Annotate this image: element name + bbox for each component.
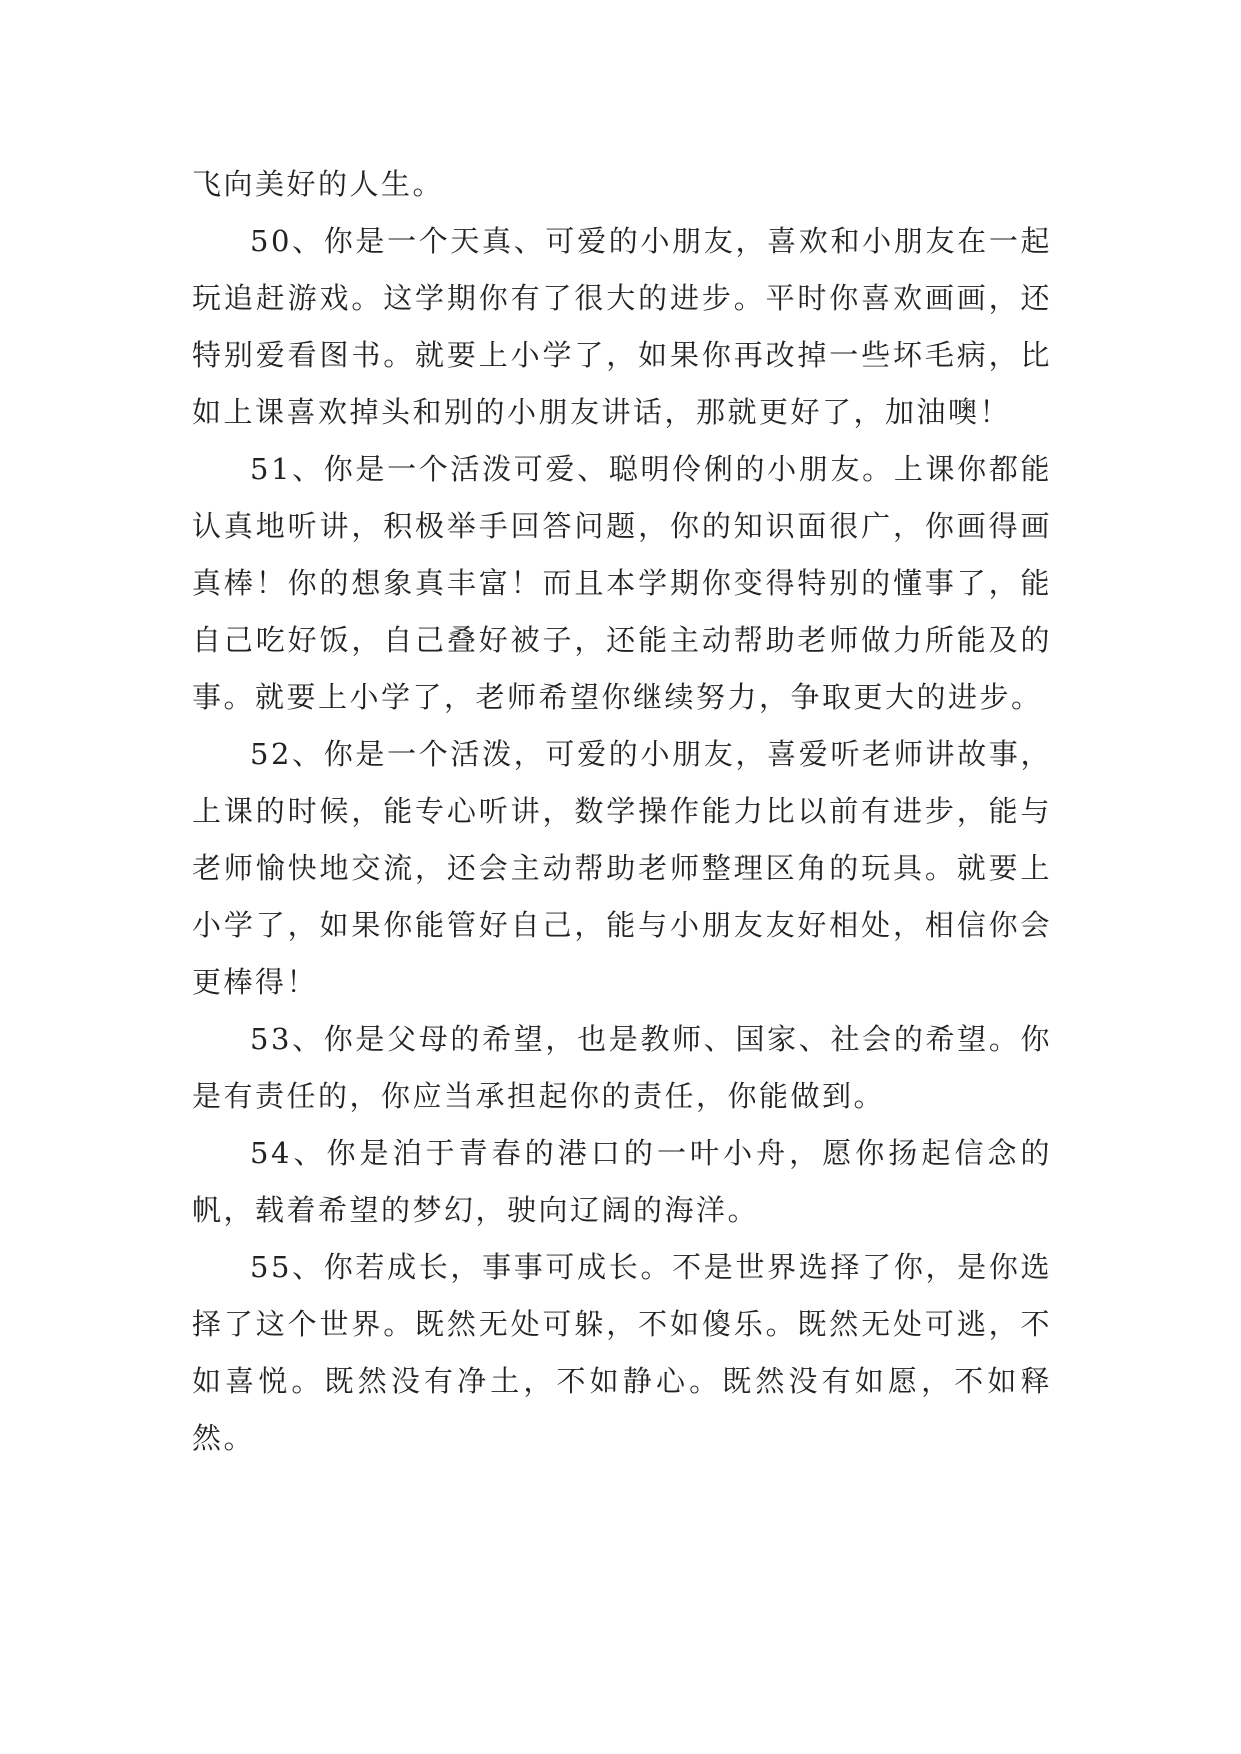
paragraph-53: 53、你是父母的希望，也是教师、国家、社会的希望。你是有责任的，你应当承担起你的责任，你能做到。 — [192, 1022, 1052, 1113]
paragraph-51: 51、你是一个活泼可爱、聪明伶俐的小朋友。上课你都能认真地听讲，积极举手回答问题，你的知识面很广，你画得画真棒！你的想象真丰富！而且本学期你变得特别的懂事了，能自己吃好饭，自己叠好被子，还能主动帮助老师做力所能及的事。就要上小学了，老师希望你继续努力，争取更大的进步。 — [192, 452, 1052, 714]
paragraph-55: 55、你若成长，事事可成长。不是世界选择了你，是你选择了这个世界。既然无处可躲，不如傻乐。既然无处可逃，不如喜悦。既然没有净土，不如静心。既然没有如愿，不如释然。 — [192, 1250, 1052, 1455]
paragraph-54: 54、你是泊于青春的港口的一叶小舟，愿你扬起信念的帆，载着希望的梦幻，驶向辽阔的海洋。 — [192, 1136, 1052, 1227]
paragraph-52: 52、你是一个活泼，可爱的小朋友，喜爱听老师讲故事，上课的时候，能专心听讲，数学操作能力比以前有进步，能与老师愉快地交流，还会主动帮助老师整理区角的玩具。就要上小学了，如果你能管好自己，能与小朋友友好相处，相信你会更棒得！ — [192, 737, 1052, 999]
paragraph-50: 50、你是一个天真、可爱的小朋友，喜欢和小朋友在一起玩追赶游戏。这学期你有了很大的进步。平时你喜欢画画，还特别爱看图书。就要上小学了，如果你再改掉一些坏毛病，比如上课喜欢掉头和别的小朋友讲话，那就更好了，加油噢！ — [192, 224, 1052, 429]
document-body — [192, 156, 1052, 1467]
paragraph-continued: 飞向美好的人生。 — [192, 167, 445, 201]
